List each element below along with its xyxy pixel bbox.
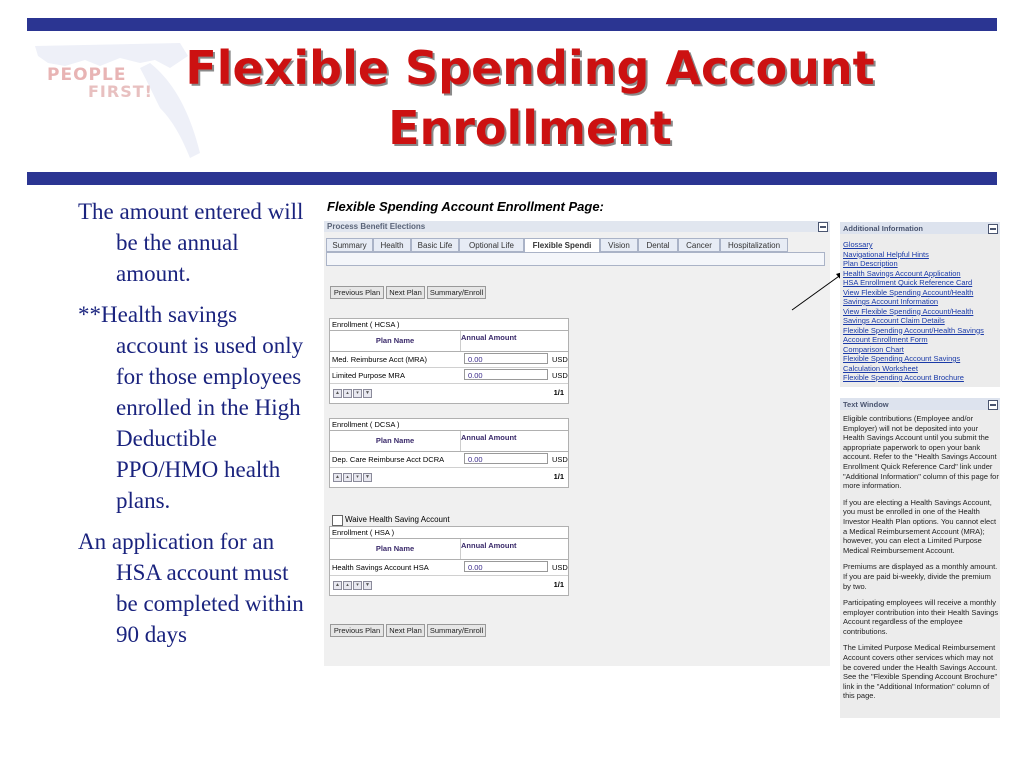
link-fsa-hsa-enrollment-form[interactable]: Flexible Spending Account/Health Savings Account Enrollment Form bbox=[843, 325, 984, 344]
text-window-body bbox=[843, 414, 999, 708]
table-header bbox=[330, 539, 568, 560]
additional-information-panel bbox=[840, 222, 1000, 387]
tab-hospitalization[interactable]: Hospitalization bbox=[720, 238, 788, 252]
plan-name: Med. Reimburse Acct (MRA) bbox=[332, 355, 428, 364]
tab-cancer[interactable]: Cancer bbox=[678, 238, 720, 252]
plan-name: Dep. Care Reimburse Acct DCRA bbox=[332, 455, 445, 464]
minimize-icon[interactable] bbox=[988, 400, 998, 410]
next-page-icon[interactable]: ▾ bbox=[353, 473, 362, 482]
link-hsa-quick-reference[interactable]: HSA Enrollment Quick Reference Card bbox=[843, 278, 973, 287]
column-plan-name: Plan Name bbox=[330, 539, 461, 559]
group-title: Enrollment ( HSA ) bbox=[330, 527, 568, 539]
group-title: Enrollment ( DCSA ) bbox=[330, 419, 568, 431]
plan-name: Limited Purpose MRA bbox=[332, 371, 405, 380]
previous-plan-button[interactable]: Previous Plan bbox=[330, 624, 384, 637]
currency-label: USD bbox=[552, 371, 568, 380]
enrollment-group-dcsa bbox=[329, 418, 569, 488]
enrollment-group-hsa bbox=[329, 526, 569, 596]
link-navigational-hints[interactable]: Navigational Helpful Hints bbox=[843, 249, 929, 259]
annual-amount-input[interactable]: 0.00 bbox=[464, 561, 548, 572]
text-paragraph: If you are electing a Health Savings Account, you must be enrolled in one of the Health Investor Health Plan options. You cannot elect a Medical Reimbursement Account (MRA); however, you can elect a Limited Purpose Medical Reimbursement Account. bbox=[843, 497, 997, 555]
panel-title: Process Benefit Elections bbox=[327, 222, 426, 231]
bullet-item: The amount entered will be the annual amount. bbox=[78, 199, 304, 286]
tab-basic-life[interactable]: Basic Life bbox=[411, 238, 459, 252]
column-annual-amount: Annual Amount bbox=[461, 333, 517, 342]
table-row bbox=[330, 352, 568, 368]
minimize-icon[interactable] bbox=[818, 222, 828, 232]
tab-flexible-spending[interactable]: Flexible Spendi bbox=[524, 238, 600, 254]
tab-summary[interactable]: Summary bbox=[326, 238, 373, 252]
link-plan-description[interactable]: Plan Description bbox=[843, 259, 898, 268]
column-annual-amount: Annual Amount bbox=[461, 541, 517, 550]
link-glossary[interactable]: Glossary bbox=[843, 240, 873, 249]
additional-information-header bbox=[840, 222, 1000, 234]
text-paragraph: Premiums are displayed as a monthly amount. If you are paid bi-weekly, divide the premium by two. bbox=[843, 562, 998, 591]
link-comparison-chart[interactable]: Comparison Chart bbox=[843, 344, 904, 354]
page-indicator: 1/1 bbox=[553, 580, 564, 589]
table-footer bbox=[330, 577, 568, 592]
previous-page-icon[interactable]: ▴ bbox=[343, 581, 352, 590]
first-page-icon[interactable]: ▲ bbox=[333, 389, 342, 398]
link-fsa-brochure[interactable]: Flexible Spending Account Brochure bbox=[843, 373, 964, 382]
tab-dental[interactable]: Dental bbox=[638, 238, 678, 252]
page-indicator: 1/1 bbox=[553, 472, 564, 481]
summary-enroll-button[interactable]: Summary/Enroll bbox=[427, 624, 486, 637]
logo-word-first: FIRST! bbox=[88, 82, 153, 101]
tab-vision[interactable]: Vision bbox=[600, 238, 638, 252]
info-links bbox=[843, 240, 999, 383]
waive-hsa-label: Waive Health Saving Account bbox=[345, 515, 450, 524]
column-plan-name: Plan Name bbox=[330, 331, 461, 351]
link-fsa-savings-worksheet[interactable]: Flexible Spending Account Savings Calculation Worksheet bbox=[843, 354, 961, 373]
bottom-banner-bar bbox=[27, 172, 997, 185]
text-paragraph: Participating employees will receive a monthly employer contribution into their Health Savings Account regardless of the employee contributions. bbox=[843, 598, 999, 636]
annual-amount-input[interactable]: 0.00 bbox=[464, 353, 548, 364]
last-page-icon[interactable]: ▼ bbox=[363, 581, 372, 590]
table-header bbox=[330, 431, 568, 452]
waive-hsa-checkbox[interactable] bbox=[332, 515, 343, 526]
enrollment-panel bbox=[324, 221, 830, 666]
link-hsa-application[interactable]: Health Savings Account Application bbox=[843, 268, 961, 278]
slide-title: Flexible Spending Account Enrollment bbox=[185, 41, 875, 155]
last-page-icon[interactable]: ▼ bbox=[363, 473, 372, 482]
text-window-header bbox=[840, 398, 1000, 410]
screenshot-caption: Flexible Spending Account Enrollment Page: bbox=[327, 199, 604, 214]
column-plan-name: Plan Name bbox=[330, 431, 461, 451]
next-page-icon[interactable]: ▾ bbox=[353, 581, 362, 590]
tab-health[interactable]: Health bbox=[373, 238, 411, 252]
tab-content-strip bbox=[326, 252, 825, 266]
summary-enroll-button[interactable]: Summary/Enroll bbox=[427, 286, 486, 299]
currency-label: USD bbox=[552, 455, 568, 464]
tab-optional-life[interactable]: Optional Life bbox=[459, 238, 524, 252]
previous-page-icon[interactable]: ▴ bbox=[343, 389, 352, 398]
next-page-icon[interactable]: ▾ bbox=[353, 389, 362, 398]
currency-label: USD bbox=[552, 355, 568, 364]
text-window-panel bbox=[840, 398, 1000, 718]
group-title: Enrollment ( HCSA ) bbox=[330, 319, 568, 331]
table-footer bbox=[330, 469, 568, 484]
last-page-icon[interactable]: ▼ bbox=[363, 389, 372, 398]
next-plan-button[interactable]: Next Plan bbox=[386, 624, 425, 637]
first-page-icon[interactable]: ▲ bbox=[333, 473, 342, 482]
bullet-item: An application for an HSA account must be completed within 90 days bbox=[78, 529, 304, 647]
next-plan-button[interactable]: Next Plan bbox=[386, 286, 425, 299]
top-banner-bar bbox=[27, 18, 997, 31]
enrollment-group-hcsa bbox=[329, 318, 569, 404]
table-footer bbox=[330, 385, 568, 400]
text-paragraph: Eligible contributions (Employee and/or Employer) will not be deposited into your Health Savings Account until you submit the appropriate paperwork to open your bank account. Refer to the "Health Savings Account Enrollment Quick Reference Card" link under "Additional Information" column of this page for more information. bbox=[843, 414, 999, 491]
page-indicator: 1/1 bbox=[553, 388, 564, 397]
text-paragraph: The Limited Purpose Medical Reimbursement Account covers other services which may not be covered under the Health Savings Account. See the "Flexible Spending Account Brochure" link in the "Additional Information" column of this page. bbox=[843, 643, 998, 701]
previous-page-icon[interactable]: ▴ bbox=[343, 473, 352, 482]
table-row bbox=[330, 560, 568, 576]
link-view-fsa-hsa-claim-details[interactable]: View Flexible Spending Account/Health Savings Account Claim Details bbox=[843, 306, 974, 325]
first-page-icon[interactable]: ▲ bbox=[333, 581, 342, 590]
link-view-fsa-hsa-information[interactable]: View Flexible Spending Account/Health Savings Account Information bbox=[843, 287, 974, 306]
additional-information-title: Additional Information bbox=[843, 224, 923, 233]
table-row bbox=[330, 368, 568, 384]
annual-amount-input[interactable]: 0.00 bbox=[464, 453, 548, 464]
table-header bbox=[330, 331, 568, 352]
panel-header bbox=[324, 221, 830, 232]
annual-amount-input[interactable]: 0.00 bbox=[464, 369, 548, 380]
bullet-list bbox=[78, 196, 313, 660]
logo-word-people: PEOPLE bbox=[47, 65, 127, 85]
previous-plan-button[interactable]: Previous Plan bbox=[330, 286, 384, 299]
minimize-icon[interactable] bbox=[988, 224, 998, 234]
plan-name: Health Savings Account HSA bbox=[332, 563, 429, 572]
bullet-item: **Health savings account is used only for those employees enrolled in the High Deductible PPO/HMO health plans. bbox=[78, 302, 304, 513]
currency-label: USD bbox=[552, 563, 568, 572]
column-annual-amount: Annual Amount bbox=[461, 433, 517, 442]
text-window-title: Text Window bbox=[843, 400, 889, 409]
table-row bbox=[330, 452, 568, 468]
